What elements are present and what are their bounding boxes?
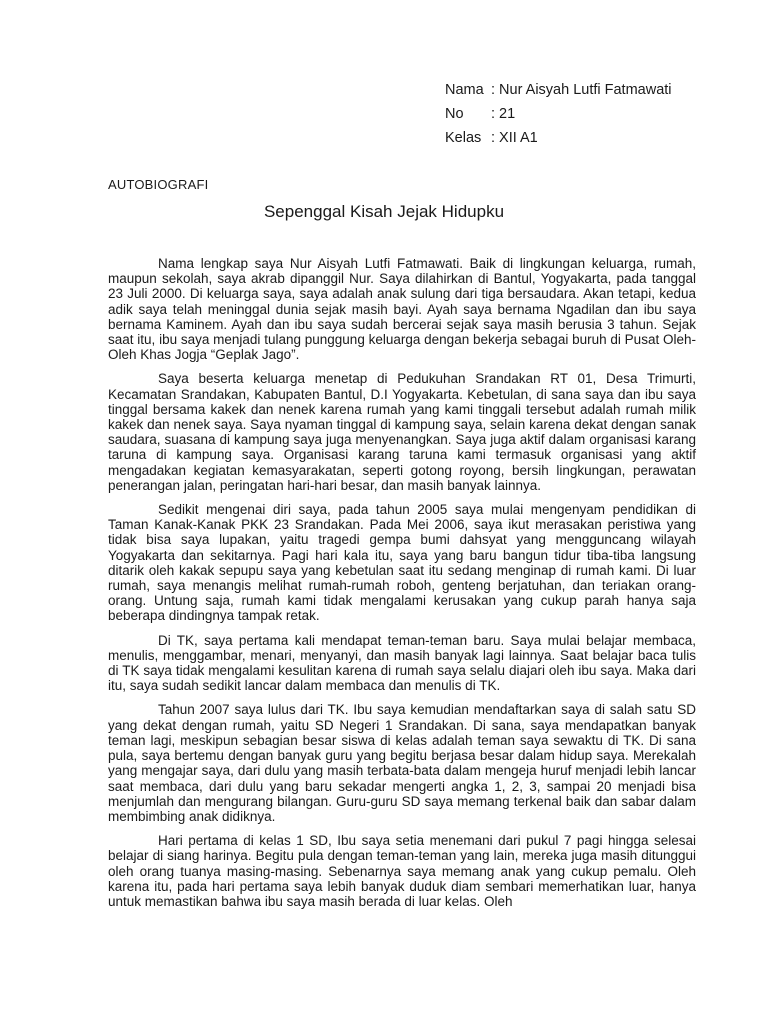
paragraph-3: Sedikit mengenai diri saya, pada tahun 2005 saya mulai mengenyam pendidikan di Taman Kanak-Kanak PKK 23 Srandakan. Pada Mei 2006, saya ikut merasakan peristiwa yang tidak bisa saya lupakan, yaitu tragedi gempa bumi dahsyat yang mengguncang wilayah Yogyakarta dan sekitarnya. Pagi hari kala itu, saya yang baru bangun tidur tiba-tiba langsung ditarik oleh kakak sepupu saya yang kebetulan saat itu sedang menginap di rumah kami. Di luar rumah, saya menangis melihat rumah-rumah roboh, genteng berjatuhan, dan teriakan orang-orang. Untung saja, rumah kami tidak mengalami kerusakan yang cukup parah hanya saja beberapa dindingnya tampak retak. [108,502,696,624]
paragraph-6: Hari pertama di kelas 1 SD, Ibu saya setia menemani dari pukul 7 pagi hingga selesai belajar di siang harinya. Begitu pula dengan teman-teman yang lain, mereka juga masih ditunggui oleh orang tuanya masing-masing. Sebenarnya saya memang anak yang cukup pemalu. Oleh karena itu, pada hari pertama saya lebih banyak duduk diam sembari memerhatikan luar, hanya untuk memastikan bahwa ibu saya masih berada di luar kelas. Oleh [108,833,696,909]
name-label: Nama [445,82,484,98]
identity-row-number [445,102,672,126]
name-value: : Nur Aisyah Lutfi Fatmawati [491,82,672,98]
document-title: Sepenggal Kisah Jejak Hidupku [263,202,505,221]
identity-row-name [445,78,672,102]
paragraph-4: Di TK, saya pertama kali mendapat teman-teman baru. Saya mulai belajar membaca, menulis, menggambar, menari, menyanyi, dan masih banyak lagi lainnya. Saat belajar baca tulis di TK saya tidak mengalami kesulitan karena di rumah saya selalu diajari oleh ibu saya. Maka dari itu, saya sudah sedikit lancar dalam membaca dan menulis di TK. [108,632,696,694]
number-label: No [445,106,464,122]
number-value: : 21 [491,106,516,122]
document-type-heading: AUTOBIOGRAFI [108,177,209,192]
identity-row-class [445,126,672,150]
class-label: Kelas [445,130,482,146]
paragraph-2: Saya beserta keluarga menetap di Pedukuhan Srandakan RT 01, Desa Trimurti, Kecamatan Srandakan, Kabupaten Bantul, D.I Yogyakarta. Kebetulan, di sana saya dan ibu saya tinggal bersama kakek dan nenek karena rumah yang kami tinggali tersebut adalah rumah milik kakek dan nenek saya. Saya nyaman tinggal di kampung saya, selain karena dekat dengan sanak saudara, suasana di kampung saya juga menyenangkan. Saya juga aktif dalam organisasi karang taruna di kampung saya. Organisasi karang taruna kami termasuk organisasi yang aktif mengadakan kegiatan kemasyarakatan, seperti gotong royong, bersih lingkungan, perawatan penerangan jalan, peringatan hari-hari besar, dan masih banyak lainnya. [108,371,696,493]
class-value: : XII A1 [491,130,538,146]
paragraph-5: Tahun 2007 saya lulus dari TK. Ibu saya kemudian mendaftarkan saya di salah satu SD yang dekat dengan rumah, yaitu SD Negeri 1 Srandakan. Di sana, saya mendapatkan banyak teman lagi, meskipun sebagian besar siswa di kelas adalah teman saya sewaktu di TK. Di sana pula, saya bertemu dengan banyak guru yang begitu berjasa besar dalam hidup saya. Merekalah yang mengajar saya, dari dulu yang masih terbata-bata dalam mengeja huruf menjadi lebih lancar saat membaca, dari dulu yang baru sekadar mengerti angka 1, 2, 3, sampai 20 menjadi bisa menjumlah dan mengurang bilangan. Guru-guru SD saya memang terkenal baik dan sabar dalam membimbing anak didiknya. [108,702,696,824]
document-body [108,256,696,918]
student-identity-block [445,78,672,150]
paragraph-1: Nama lengkap saya Nur Aisyah Lutfi Fatmawati. Baik di lingkungan keluarga, rumah, maupun sekolah, saya akrab dipanggil Nur. Saya dilahirkan di Bantul, Yogyakarta, pada tanggal 23 Juli 2000. Di keluarga saya, saya adalah anak sulung dari tiga bersaudara. Akan tetapi, kedua adik saya telah meninggal dunia sejak masih bayi. Ayah saya bernama Ngadilan dan ibu saya bernama Kaminem. Ayah dan ibu saya sudah bercerai sejak saya masih berusia 3 tahun. Sejak saat itu, ibu saya menjadi tulang punggung keluarga dengan bekerja sebagai buruh di Pusat Oleh-Oleh Khas Jogja “Geplak Jago”. [108,256,696,363]
